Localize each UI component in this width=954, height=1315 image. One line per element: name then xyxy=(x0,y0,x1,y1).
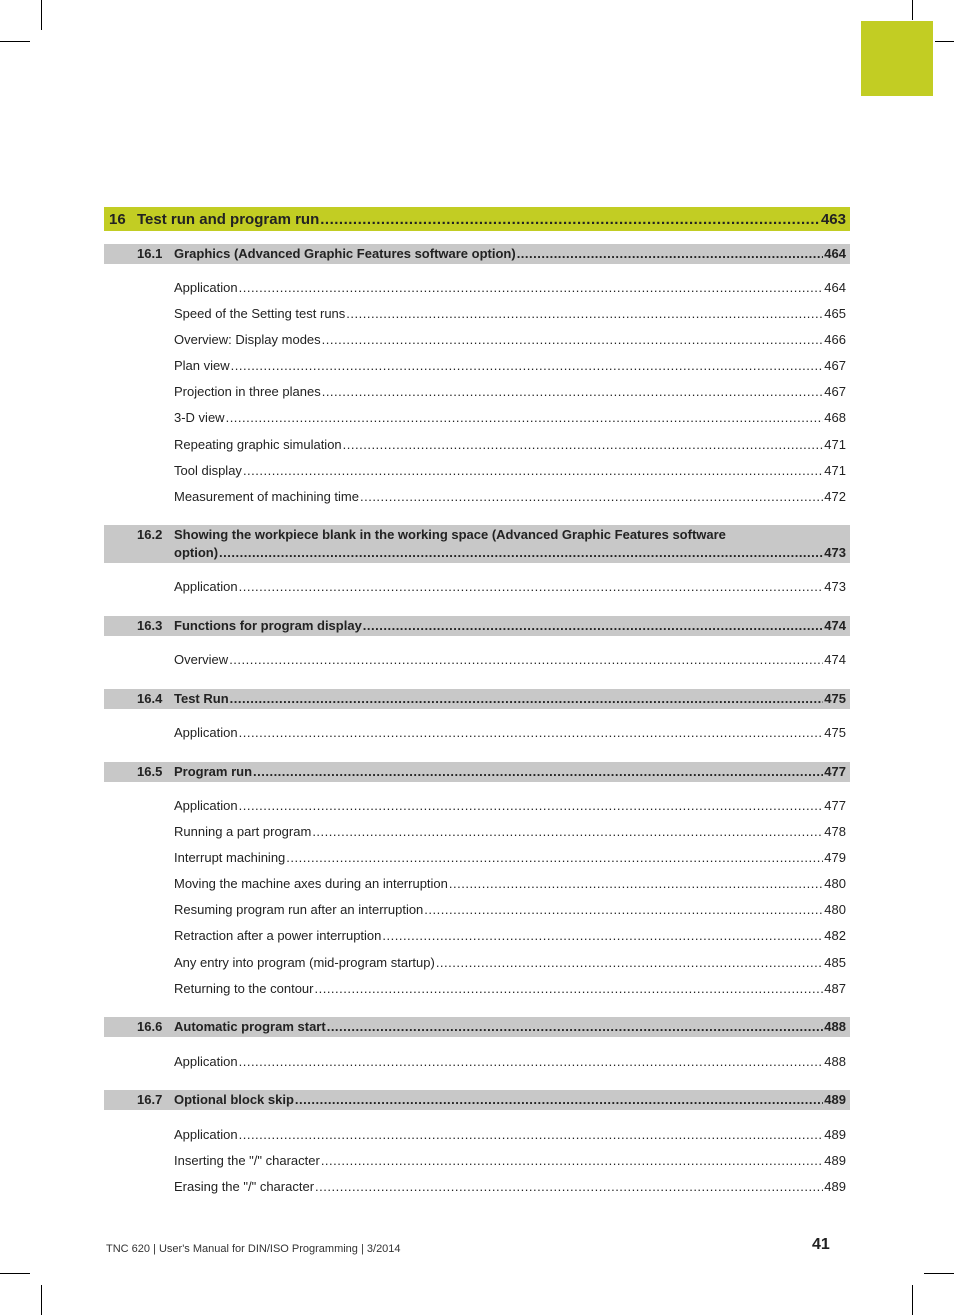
entry-title: Speed of the Setting test runs xyxy=(174,306,346,321)
leader-dots xyxy=(295,1092,823,1107)
entry-page: 467 xyxy=(824,384,846,399)
leader-dots xyxy=(382,928,823,943)
section-title: Test Run xyxy=(174,691,229,706)
section-title: Functions for program display xyxy=(174,618,362,633)
entry-title: Running a part program xyxy=(174,824,312,839)
entry-title: Erasing the "/" character xyxy=(174,1179,315,1194)
entry-page: 473 xyxy=(824,579,846,594)
entry-title: Application xyxy=(174,1054,238,1069)
entry-title: Overview: Display modes xyxy=(174,332,321,347)
section-number: 16.6 xyxy=(137,1019,163,1034)
section-number: 16.4 xyxy=(137,691,163,706)
section-heading[interactable] xyxy=(104,616,850,636)
toc-entry[interactable] xyxy=(174,463,846,478)
toc-entry[interactable] xyxy=(174,652,846,667)
entry-title: Measurement of machining time xyxy=(174,489,359,504)
leader-dots xyxy=(243,463,823,478)
entry-page: 489 xyxy=(824,1153,846,1168)
leader-dots xyxy=(230,691,824,706)
section-page: 473 xyxy=(824,545,846,560)
crop-mark xyxy=(41,1285,42,1315)
leader-dots xyxy=(239,725,824,740)
toc-entry[interactable] xyxy=(174,1179,846,1194)
entry-title: Repeating graphic simulation xyxy=(174,437,342,452)
entry-page: 485 xyxy=(824,955,846,970)
crop-mark xyxy=(0,41,30,42)
leader-dots xyxy=(327,1019,824,1034)
toc-entry[interactable] xyxy=(174,824,846,839)
entry-page: 472 xyxy=(824,489,846,504)
entry-page: 480 xyxy=(824,876,846,891)
entry-title: Any entry into program (mid-program startup) xyxy=(174,955,435,970)
section-heading[interactable] xyxy=(104,1017,850,1037)
entry-page: 471 xyxy=(824,437,846,452)
section-heading[interactable] xyxy=(104,689,850,709)
footer-text: TNC 620 | User's Manual for DIN/ISO Programming | 3/2014 xyxy=(106,1243,401,1255)
entry-title: Resuming program run after an interruption xyxy=(174,902,424,917)
leader-dots xyxy=(517,246,824,261)
toc-entry[interactable] xyxy=(174,437,846,452)
entry-title: Projection in three planes xyxy=(174,384,321,399)
section-number: 16.5 xyxy=(137,764,163,779)
toc-entry[interactable] xyxy=(174,850,846,865)
crop-mark xyxy=(924,1273,954,1274)
toc-entry[interactable] xyxy=(174,579,846,594)
crop-mark xyxy=(0,1273,30,1274)
leader-dots xyxy=(286,850,823,865)
entry-page: 467 xyxy=(824,358,846,373)
toc-entry[interactable] xyxy=(174,1054,846,1069)
entry-page: 480 xyxy=(824,902,846,917)
entry-page: 478 xyxy=(824,824,846,839)
section-title: Graphics (Advanced Graphic Features software option) xyxy=(174,246,516,261)
leader-dots xyxy=(239,1127,824,1142)
section-number: 16.3 xyxy=(137,618,163,633)
section-title: option) xyxy=(174,545,219,560)
toc-entry[interactable] xyxy=(174,489,846,504)
section-heading[interactable] xyxy=(104,244,850,264)
crop-mark xyxy=(41,0,42,30)
section-page: 464 xyxy=(824,246,846,261)
leader-dots xyxy=(436,955,823,970)
entry-title: Application xyxy=(174,798,238,813)
entry-page: 487 xyxy=(824,981,846,996)
section-page: 489 xyxy=(824,1092,846,1107)
section-title: Optional block skip xyxy=(174,1092,294,1107)
section-page: 475 xyxy=(824,691,846,706)
entry-page: 488 xyxy=(824,1054,846,1069)
toc-entry[interactable] xyxy=(174,358,846,373)
section-page: 474 xyxy=(824,618,846,633)
entry-page: 471 xyxy=(824,463,846,478)
entry-page: 489 xyxy=(824,1179,846,1194)
leader-dots xyxy=(239,1054,824,1069)
leader-dots xyxy=(360,489,823,504)
leader-dots xyxy=(231,358,824,373)
page-number: 41 xyxy=(812,1236,830,1253)
entry-page: 489 xyxy=(824,1127,846,1142)
entry-page: 479 xyxy=(824,850,846,865)
leader-dots xyxy=(346,306,823,321)
toc-entry[interactable] xyxy=(174,725,846,740)
leader-dots xyxy=(239,280,824,295)
section-title: Automatic program start xyxy=(174,1019,326,1034)
entry-page: 482 xyxy=(824,928,846,943)
leader-dots xyxy=(312,824,823,839)
entry-page: 464 xyxy=(824,280,846,295)
section-number: 16.1 xyxy=(137,246,163,261)
leader-dots xyxy=(229,652,823,667)
entry-page: 465 xyxy=(824,306,846,321)
crop-mark xyxy=(935,41,954,42)
toc-entry[interactable] xyxy=(174,1153,846,1168)
toc-entry[interactable] xyxy=(174,280,846,295)
entry-title: Application xyxy=(174,1127,238,1142)
leader-dots xyxy=(363,618,824,633)
leader-dots xyxy=(320,211,820,228)
entry-title: Plan view xyxy=(174,358,230,373)
toc-entry[interactable] xyxy=(174,955,846,970)
entry-page: 475 xyxy=(824,725,846,740)
leader-dots xyxy=(239,579,824,594)
section-title: Program run xyxy=(174,764,253,779)
entry-title: Application xyxy=(174,280,238,295)
leader-dots xyxy=(424,902,823,917)
entry-page: 466 xyxy=(824,332,846,347)
leader-dots xyxy=(321,1153,823,1168)
section-number: 16.2 xyxy=(137,527,163,542)
section-number: 16.7 xyxy=(137,1092,163,1107)
entry-title: Interrupt machining xyxy=(174,850,286,865)
leader-dots xyxy=(449,876,823,891)
chapter-title: Test run and program run xyxy=(137,210,320,228)
toc-entry[interactable] xyxy=(174,410,846,425)
entry-title: Inserting the "/" character xyxy=(174,1153,320,1168)
toc-entry[interactable] xyxy=(174,306,846,321)
entry-title: Returning to the contour xyxy=(174,981,314,996)
toc-entry[interactable] xyxy=(174,902,846,917)
toc-entry[interactable] xyxy=(174,798,846,813)
chapter-page: 463 xyxy=(820,210,846,228)
entry-title: 3-D view xyxy=(174,410,225,425)
entry-title: Retraction after a power interruption xyxy=(174,928,382,943)
chapter-number: 16 xyxy=(109,210,126,228)
entry-page: 474 xyxy=(824,652,846,667)
toc-entry[interactable] xyxy=(174,981,846,996)
leader-dots xyxy=(253,764,823,779)
section-page: 488 xyxy=(824,1019,846,1034)
entry-title: Application xyxy=(174,579,238,594)
entry-title: Moving the machine axes during an interruption xyxy=(174,876,448,891)
section-heading[interactable] xyxy=(104,525,850,563)
crop-mark xyxy=(912,0,913,20)
entry-page: 468 xyxy=(824,410,846,425)
section-title-line1: Showing the workpiece blank in the working space (Advanced Graphic Features software xyxy=(174,527,726,542)
crop-mark xyxy=(912,1285,913,1315)
leader-dots xyxy=(322,332,824,347)
toc-entry[interactable] xyxy=(174,1127,846,1142)
leader-dots xyxy=(315,1179,823,1194)
toc-entry[interactable] xyxy=(174,332,846,347)
entry-title: Overview xyxy=(174,652,229,667)
leader-dots xyxy=(239,798,824,813)
leader-dots xyxy=(226,410,824,425)
section-heading[interactable] xyxy=(104,762,850,782)
entry-title: Tool display xyxy=(174,463,242,478)
section-heading[interactable] xyxy=(104,1090,850,1110)
leader-dots xyxy=(343,437,824,452)
chapter-heading[interactable] xyxy=(104,207,850,231)
section-page: 477 xyxy=(824,764,846,779)
toc-entry[interactable] xyxy=(174,876,846,891)
leader-dots xyxy=(314,981,823,996)
toc-entry[interactable] xyxy=(174,928,846,943)
leader-dots xyxy=(322,384,824,399)
entry-page: 477 xyxy=(824,798,846,813)
entry-title: Application xyxy=(174,725,238,740)
chapter-tab-marker xyxy=(861,21,933,96)
toc-entry[interactable] xyxy=(174,384,846,399)
leader-dots xyxy=(219,545,823,560)
